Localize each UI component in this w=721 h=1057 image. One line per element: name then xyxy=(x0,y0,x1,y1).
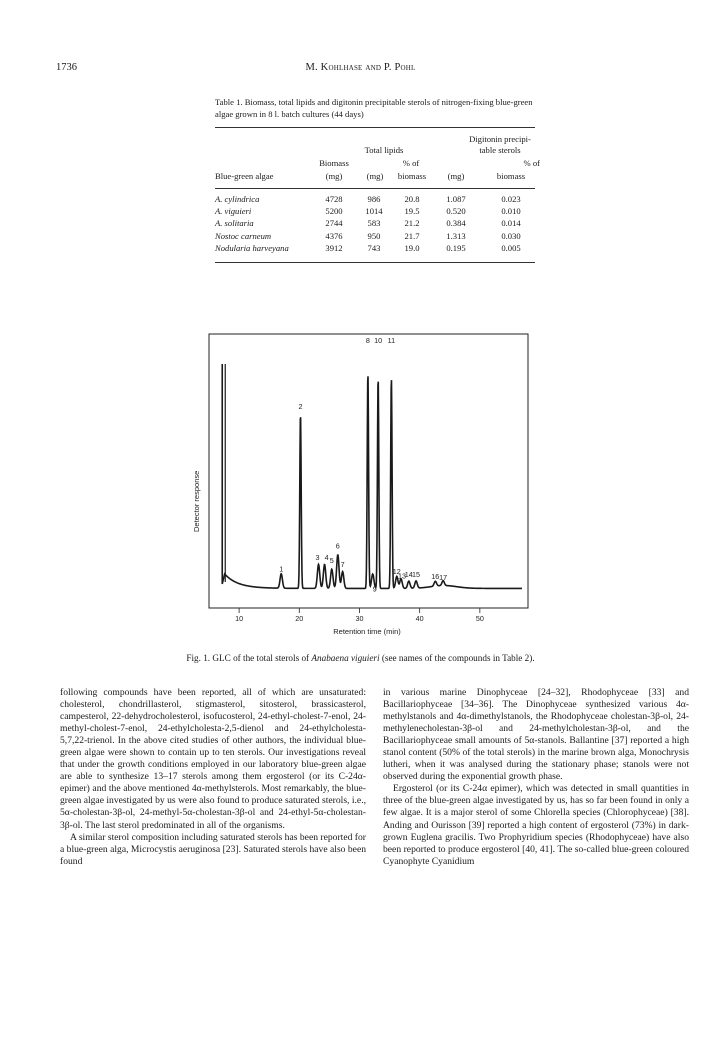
gc-chromatogram xyxy=(192,330,535,645)
table-cell-biomass: 4376 xyxy=(325,230,343,241)
peak-label: 9 xyxy=(372,584,377,594)
peak-label: 17 xyxy=(439,573,448,583)
paragraph: in various marine Dinophyceae [24–32], Rhodophyceae [33] and Bacillariophyceae [34–36]. The Dinophyceae synthesized various 4α-methylstanols and 4α-dimethylstanols, the Rhodophyceae cholestan-3β-ol, 24-methylenecholestan-3β-ol and 24-methylcholestan-3β-ol, and the Bacillariophyceae small amounts of 5α-stanols. Ballantine [37] reported a high stanol content (50% of the total sterols) in the marine brown alga, Monochrysis lutheri, when it was analysed during the stationary phase; stanols were not observed during the exponential growth phase. xyxy=(383,687,689,783)
running-header-authors: M. Kohlhase and P. Pohl xyxy=(305,62,416,73)
table-cell-sterols-pct: 0.005 xyxy=(501,242,521,253)
figure-caption-suffix: (see names of the compounds in Table 2). xyxy=(379,653,535,663)
body-column-left xyxy=(60,687,366,868)
table-cell-name: Nostoc carneum xyxy=(215,230,272,241)
table-cell-biomass: 5200 xyxy=(325,206,343,217)
table-cell-sterols-pct: 0.030 xyxy=(501,230,521,241)
peak-label: 13 xyxy=(398,571,406,581)
group-header-digitonin-2: table sterols xyxy=(479,145,521,155)
peak-label: 2 xyxy=(298,401,303,411)
col-header-lipids-pct: % of xyxy=(402,158,420,168)
group-header-total-lipids: Total lipids xyxy=(364,145,404,155)
table-cell-biomass: 2744 xyxy=(325,218,343,229)
table-cell-biomass: 4728 xyxy=(325,194,343,204)
peak-label: 10 xyxy=(374,336,383,345)
table-cell-sterols: 0.384 xyxy=(446,218,466,229)
table-cell-lipids-pct: 21.7 xyxy=(404,230,420,241)
figure-caption-prefix: Fig. 1. GLC of the total sterols of xyxy=(186,653,312,663)
table-cell-biomass: 3912 xyxy=(325,242,343,253)
col-header-sterols-biomass: biomass xyxy=(496,171,526,181)
col-header-lipids-biomass: biomass xyxy=(397,171,427,181)
col-header-sterols-pct: % of xyxy=(523,158,540,168)
table-header-rule xyxy=(215,188,535,189)
table-caption: Table 1. Biomass, total lipids and digitonin precipitable sterols of nitrogen-fixing blue-green algae grown in 8 l. batch cultures (44 days) xyxy=(215,97,533,119)
peak-label: 1 xyxy=(279,564,284,574)
table-cell-lipids-pct: 20.8 xyxy=(404,194,420,204)
table-cell-sterols: 0.195 xyxy=(446,242,466,253)
x-tick-label: 40 xyxy=(415,614,424,623)
table-cell-lipids: 1014 xyxy=(365,206,383,217)
table-cell-sterols: 1.313 xyxy=(446,230,466,241)
table-cell-lipids-pct: 21.2 xyxy=(404,218,420,229)
peak-label: 15 xyxy=(412,569,420,579)
table-cell-sterols: 0.520 xyxy=(446,206,466,217)
peak-label: 12 xyxy=(392,567,401,576)
figure-caption xyxy=(0,653,721,663)
col-header-biomass-unit: (mg) xyxy=(325,171,343,181)
x-axis-label: Retention time (min) xyxy=(333,627,401,636)
peak-label: 16 xyxy=(431,572,440,582)
group-header-digitonin-1: Digitonin precipi- xyxy=(469,134,531,144)
col-header-biomass: Biomass xyxy=(319,158,349,168)
peak-label: 14 xyxy=(404,569,413,579)
table-cell-sterols-pct: 0.010 xyxy=(501,206,521,217)
table-bottom-rule xyxy=(215,262,535,263)
table-top-rule xyxy=(215,127,535,128)
table-cell-name: A. solitaria xyxy=(215,218,254,229)
col-header-sterols-mg: (mg) xyxy=(447,171,465,181)
peak-label: 3 xyxy=(315,553,320,562)
table-cell-lipids: 583 xyxy=(367,218,381,229)
peak-label: 7 xyxy=(340,560,345,570)
table-cell-sterols-pct: 0.014 xyxy=(501,218,521,229)
peak-label: 4 xyxy=(324,553,329,562)
table-cell-name: A. viguieri xyxy=(215,206,252,217)
peak-label: 6 xyxy=(335,541,340,551)
y-axis-label: Detector response xyxy=(192,470,201,532)
paragraph: following compounds have been reported, all of which are unsaturated: cholesterol, chondrillasterol, stigmasterol, sitosterol, brassicasterol, campesterol, 22-dehydrocholesterol, isofucosterol, 24-ethyl-cholest-7-enol, 24-methyl-cholest-7-enol, 24-ethylcholesta-2,5-dienol and 24-ethylcholesta-5,7,22-trienol. In the above cited studies of other authors, the individual blue-green algae were shown to contain up to ten sterols. Our investigations reveal that under the growth conditions employed in our laboratory blue-green algae are able to synthesize 13–17 sterols among them ergosterol (or its C-24α-epimer) and the above mentioned 4α-methylsterols. Most remarkably, the blue-green algae investigated by us were also found to produce saturated sterols, i.e., 5α-cholestan-3β-ol, 24-methyl-5α-cholestan-3β-ol and 24-ethyl-5α-cholestan-3β-ol. The last sterol predominated in all of the organisms. xyxy=(60,687,366,831)
paragraph: A similar sterol composition including saturated sterols has been reported for a blue-green alga, Microcystis aeruginosa [23]. Saturated sterols have also been found xyxy=(60,831,366,867)
col-header-algae: Blue-green algae xyxy=(215,171,274,181)
table-cell-lipids-pct: 19.0 xyxy=(404,242,420,253)
table-cell-name: A. cylindrica xyxy=(215,194,260,204)
x-tick-label: 10 xyxy=(235,614,244,623)
table-cell-lipids-pct: 19.5 xyxy=(404,206,420,217)
x-tick-label: 30 xyxy=(355,614,364,623)
col-header-lipids-mg: (mg) xyxy=(366,171,384,181)
peak-label: 5 xyxy=(329,555,334,565)
paragraph: Ergosterol (or its C-24α epimer), which was detected in small quantities in three of the blue-green algae investigated by us, has so far been found in only a few algae. It is a major sterol of some Chlorella species (Chlorophyceae) [38]. Anding and Ourisson [39] reported a high content of ergosterol (73%) in dark-grown Euglena gracilis. Two Prophyridium species (Rhodophyceae) have also been reported to produce ergosterol [40, 41]. The so-called blue-green coloured Cyanophyte Cyanidium xyxy=(383,783,689,867)
x-tick-label: 20 xyxy=(295,614,304,623)
table-cell-name: Nodularia harveyana xyxy=(215,242,289,253)
table-cell-lipids: 743 xyxy=(367,242,381,253)
table-cell-lipids: 950 xyxy=(367,230,381,241)
body-column-right xyxy=(383,687,689,868)
peak-label: 11 xyxy=(387,336,396,345)
table-cell-sterols-pct: 0.023 xyxy=(501,194,521,204)
x-tick-label: 50 xyxy=(475,614,484,623)
page-number: 1736 xyxy=(56,62,77,73)
chromatogram-trace xyxy=(222,364,522,588)
table-cell-lipids: 986 xyxy=(367,194,381,204)
peak-label: 8 xyxy=(365,336,370,345)
table-cell-sterols: 1.087 xyxy=(446,194,466,204)
figure-caption-species: Anabaena viguieri xyxy=(311,653,380,663)
